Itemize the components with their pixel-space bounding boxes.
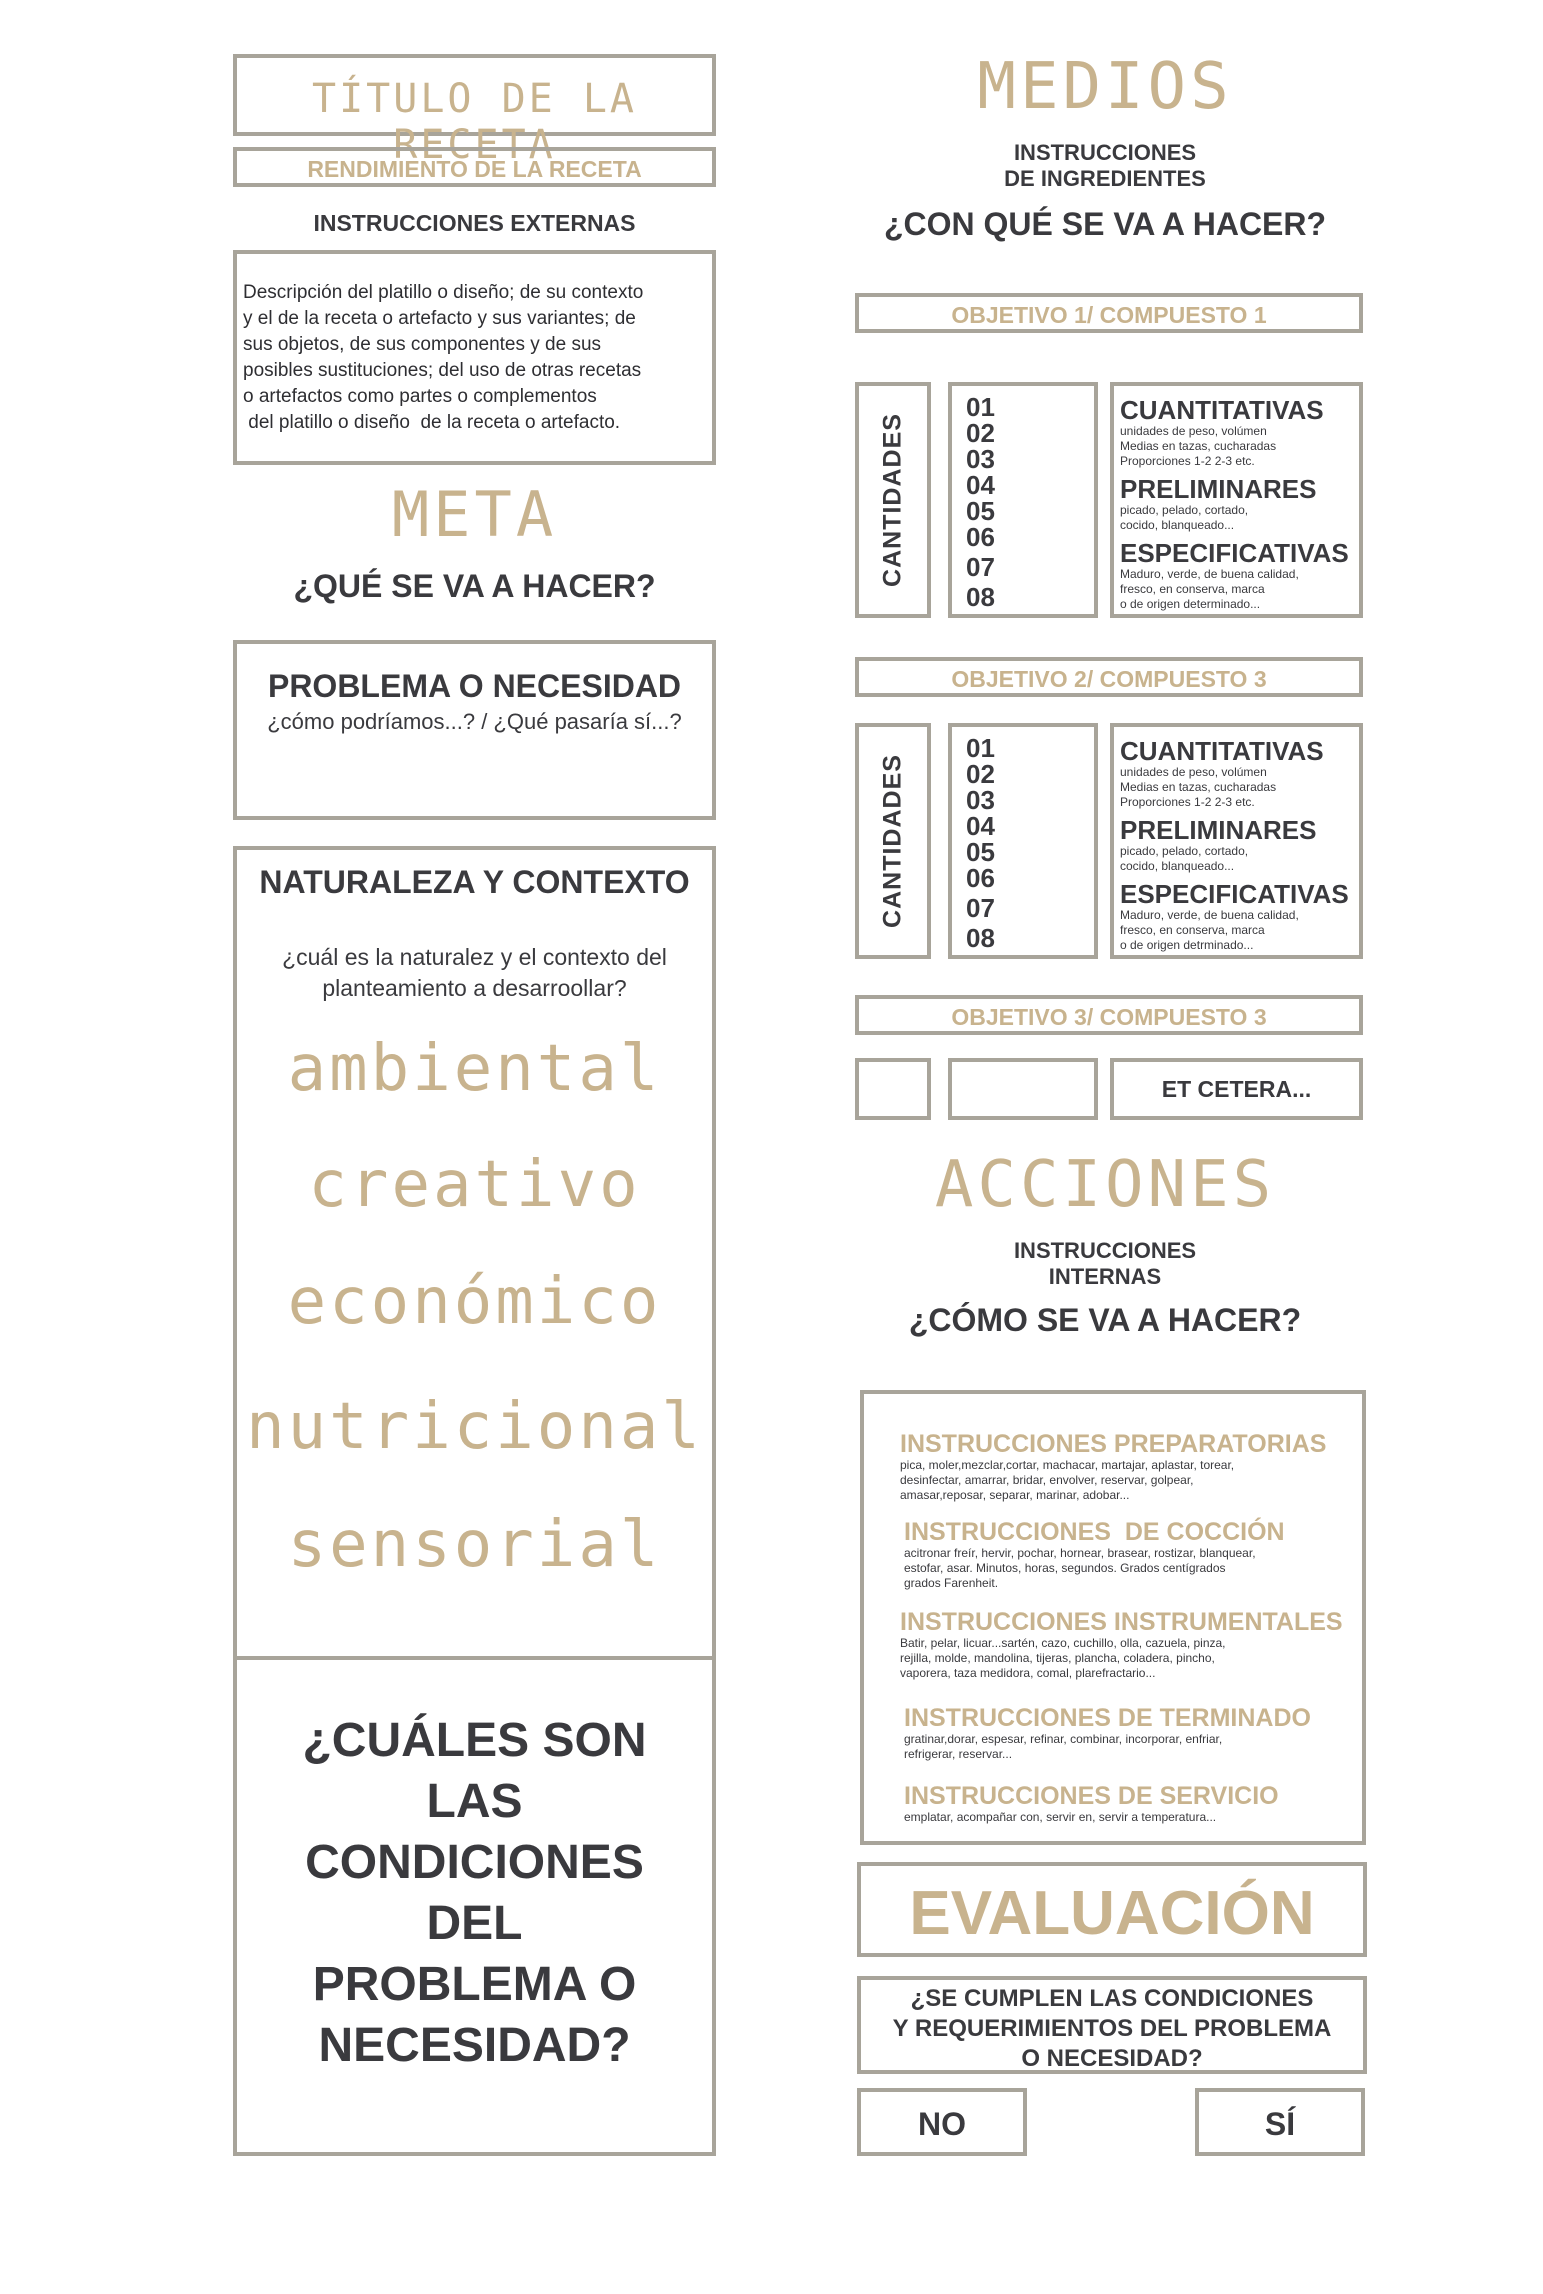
number-item: 01 <box>966 392 995 422</box>
nature-context-question <box>237 942 712 1004</box>
evaluation-question-line: O NECESIDAD? <box>1021 2045 1203 2072</box>
number-item: 08 <box>966 582 995 612</box>
nature-question-line: ¿cuál es la naturalez y el contexto del <box>282 944 667 970</box>
objective-2-box <box>855 657 1363 697</box>
ingredient-instructions-line: DE INGREDIENTES <box>1004 166 1206 191</box>
objective-3-box <box>855 995 1363 1035</box>
nature-context-title: NATURALEZA Y CONTEXTO <box>259 864 690 900</box>
quantities-1-box <box>855 382 931 618</box>
instruction-title: INSTRUCCIONES INSTRUMENTALES <box>900 1608 1343 1636</box>
number-item: 06 <box>966 863 995 893</box>
instruction-desc: pica, moler,mezclar,cortar, machacar, martajar, aplastar, torear, <box>900 1458 1235 1472</box>
instruction-desc: refrigerar, reservar... <box>904 1747 1013 1761</box>
preliminares-desc: cocido, blanqueado... <box>1120 518 1235 532</box>
especificativas-desc: Maduro, verde, de buena calidad, <box>1120 567 1299 581</box>
external-instructions-label: INSTRUCCIONES EXTERNAS <box>313 210 636 236</box>
numbers-1-list <box>966 394 995 610</box>
cuantitativas-desc: Proporciones 1-2 2-3 etc. <box>1120 454 1255 468</box>
number-item: 03 <box>966 444 995 474</box>
quantities-2-label: CANTIDADES <box>878 754 907 928</box>
medios-heading: MEDIOS <box>977 50 1233 124</box>
conditions-question <box>237 1710 712 2076</box>
instruction-coccion <box>904 1518 1285 1591</box>
preliminares-desc: cocido, blanqueado... <box>1120 859 1235 873</box>
cuantitativas-desc: Medias en tazas, cucharadas <box>1120 780 1277 794</box>
especificativas-title: ESPECIFICATIVAS <box>1120 538 1349 568</box>
como-question: ¿CÓMO SE VA A HACER? <box>908 1302 1302 1338</box>
recipe-yield-box <box>233 147 716 187</box>
instruction-terminado <box>904 1704 1311 1762</box>
context-economico: económico <box>287 1265 662 1339</box>
number-item: 03 <box>966 785 995 815</box>
etc-box-2 <box>948 1058 1098 1120</box>
description-box <box>233 250 716 465</box>
recipe-yield: RENDIMIENTO DE LA RECETA <box>307 156 642 182</box>
cuantitativas-title: CUANTITATIVAS <box>1120 736 1324 766</box>
instruction-title: INSTRUCCIONES DE COCCIÓN <box>904 1518 1285 1546</box>
recipe-title-box <box>233 54 716 168</box>
recipe-title: TÍTULO DE LA RECETA <box>312 76 637 168</box>
etc-box-3 <box>1110 1058 1363 1120</box>
preliminares-desc: picado, pelado, cortado, <box>1120 503 1249 517</box>
categories-2-content <box>1120 737 1349 953</box>
especificativas-desc: fresco, en conserva, marca <box>1120 923 1265 937</box>
number-item: 06 <box>966 522 995 552</box>
number-item: 04 <box>966 470 995 500</box>
problem-box <box>233 640 716 820</box>
si-label: SÍ <box>1264 2106 1296 2142</box>
conditions-line: NECESIDAD? <box>318 2019 631 2072</box>
etc-box-1 <box>855 1058 931 1120</box>
instruction-desc: acitronar freír, hervir, pochar, hornear, brasear, rostizar, blanquear, <box>904 1546 1256 1560</box>
meta-heading: META <box>391 478 558 551</box>
instruction-preparatorias <box>900 1430 1326 1503</box>
instruction-desc: amasar,reposar, separar, marinar, adobar... <box>900 1488 1130 1502</box>
evaluation-box <box>857 1862 1367 1957</box>
quantities-1-label: CANTIDADES <box>878 413 907 587</box>
description-line: del platillo o diseño de la receta o artefacto. <box>243 412 621 433</box>
especificativas-desc: Maduro, verde, de buena calidad, <box>1120 908 1299 922</box>
number-item: 02 <box>966 418 995 448</box>
instruction-desc: desinfectar, amarrar, bridar, envolver, reservar, golpear, <box>900 1473 1194 1487</box>
evaluation-question-line: Y REQUERIMIENTOS DEL PROBLEMA <box>892 2015 1332 2042</box>
evaluation-question-line: ¿SE CUMPLEN LAS CONDICIONES <box>910 1985 1314 2012</box>
evaluation-question-box <box>857 1976 1367 2074</box>
number-item: 08 <box>966 923 995 953</box>
instruction-title: INSTRUCCIONES DE TERMINADO <box>904 1704 1311 1732</box>
instruction-desc: grados Farenheit. <box>904 1576 999 1590</box>
ingredient-instructions-line: INSTRUCCIONES <box>1013 140 1197 165</box>
context-creativo: creativo <box>308 1148 641 1222</box>
si-option[interactable] <box>1195 2088 1365 2156</box>
problem-title: PROBLEMA O NECESIDAD <box>267 668 682 704</box>
instruction-instrumentales <box>900 1608 1343 1681</box>
conditions-line: CONDICIONES <box>305 1836 644 1889</box>
description-line: posibles sustituciones; del uso de otras recetas <box>243 360 642 381</box>
cuantitativas-desc: unidades de peso, volúmen <box>1120 765 1267 779</box>
conditions-line: DEL <box>426 1897 523 1950</box>
number-item: 05 <box>966 837 995 867</box>
instruction-desc: emplatar, acompañar con, servir en, servir a temperatura... <box>904 1810 1217 1824</box>
nature-context-box <box>233 846 716 2156</box>
quantities-2-box <box>855 723 931 959</box>
context-ambiental: ambiental <box>287 1032 662 1106</box>
internal-instructions-line: INSTRUCCIONES <box>1013 1238 1197 1263</box>
ingredient-instructions-label <box>850 140 1360 192</box>
acciones-heading: ACCIONES <box>934 1148 1276 1222</box>
number-item: 04 <box>966 811 995 841</box>
instruction-title: INSTRUCCIONES PREPARATORIAS <box>900 1430 1327 1458</box>
conditions-line: PROBLEMA O <box>312 1958 637 2011</box>
number-item: 01 <box>966 733 995 763</box>
no-label: NO <box>918 2106 966 2142</box>
meta-question: ¿QUÉ SE VA A HACER? <box>293 568 656 604</box>
no-option[interactable] <box>857 2088 1027 2156</box>
cuantitativas-desc: Proporciones 1-2 2-3 etc. <box>1120 795 1255 809</box>
conditions-divider <box>237 1656 712 1660</box>
instruction-servicio <box>904 1782 1279 1825</box>
con-que-question: ¿CON QUÉ SE VA A HACER? <box>883 206 1327 242</box>
instruction-title: INSTRUCCIONES DE SERVICIO <box>904 1782 1279 1810</box>
instruction-desc: Batir, pelar, licuar...sartén, cazo, cuchillo, olla, cazuela, pinza, <box>900 1636 1226 1650</box>
description-line: o artefactos como partes o complementos <box>243 386 597 407</box>
evaluation-heading: EVALUACIÓN <box>909 1879 1315 1948</box>
objective-1-label: OBJETIVO 1/ COMPUESTO 1 <box>951 302 1267 328</box>
cuantitativas-desc: unidades de peso, volúmen <box>1120 424 1267 438</box>
especificativas-desc: o de origen detrminado... <box>1120 938 1254 952</box>
instruction-desc: gratinar,dorar, espesar, refinar, combinar, incorporar, enfriar, <box>904 1732 1223 1746</box>
instruction-desc: rejilla, molde, mandolina, tijeras, plancha, coladera, pincho, <box>900 1651 1215 1665</box>
nature-question-line: planteamiento a desarroollar? <box>322 975 627 1001</box>
instruction-desc: vaporera, taza medidora, comal, plarefractario... <box>900 1666 1156 1680</box>
description-line: Descripción del platillo o diseño; de su contexto <box>243 282 644 303</box>
description-text <box>243 280 643 436</box>
instructions-box <box>860 1390 1366 1845</box>
numbers-2-box <box>948 723 1098 959</box>
especificativas-title: ESPECIFICATIVAS <box>1120 879 1349 909</box>
problem-subtitle: ¿cómo podríamos...? / ¿Qué pasaría sí...? <box>267 709 682 734</box>
cuantitativas-title: CUANTITATIVAS <box>1120 395 1324 425</box>
numbers-1-box <box>948 382 1098 618</box>
evaluation-question <box>861 1984 1363 2074</box>
description-line: y el de la receta o artefacto y sus variantes; de <box>243 308 636 329</box>
et-cetera-label: ET CETERA... <box>1161 1076 1312 1102</box>
context-nutricional: nutricional <box>246 1390 703 1464</box>
internal-instructions-label <box>850 1238 1360 1290</box>
context-sensorial: sensorial <box>287 1508 662 1582</box>
categories-1-box <box>1110 382 1363 618</box>
number-item: 07 <box>966 552 995 582</box>
conditions-line: ¿CUÁLES SON <box>302 1714 647 1767</box>
description-line: sus objetos, de sus componentes y de sus <box>243 334 602 355</box>
conditions-line: LAS <box>426 1775 523 1828</box>
preliminares-title: PRELIMINARES <box>1120 815 1317 845</box>
instruction-desc: estofar, asar. Minutos, horas, segundos. Grados centígrados <box>904 1561 1226 1575</box>
objective-1-box <box>855 293 1363 333</box>
number-item: 02 <box>966 759 995 789</box>
objective-2-label: OBJETIVO 2/ COMPUESTO 3 <box>951 666 1267 692</box>
numbers-2-list <box>966 735 995 951</box>
preliminares-desc: picado, pelado, cortado, <box>1120 844 1249 858</box>
objective-3-label: OBJETIVO 3/ COMPUESTO 3 <box>951 1004 1267 1030</box>
categories-1-content <box>1120 396 1349 612</box>
number-item: 07 <box>966 893 995 923</box>
internal-instructions-line: INTERNAS <box>1048 1264 1162 1289</box>
especificativas-desc: o de origen determinado... <box>1120 597 1261 611</box>
especificativas-desc: fresco, en conserva, marca <box>1120 582 1265 596</box>
cuantitativas-desc: Medias en tazas, cucharadas <box>1120 439 1277 453</box>
number-item: 05 <box>966 496 995 526</box>
preliminares-title: PRELIMINARES <box>1120 474 1317 504</box>
categories-2-box <box>1110 723 1363 959</box>
